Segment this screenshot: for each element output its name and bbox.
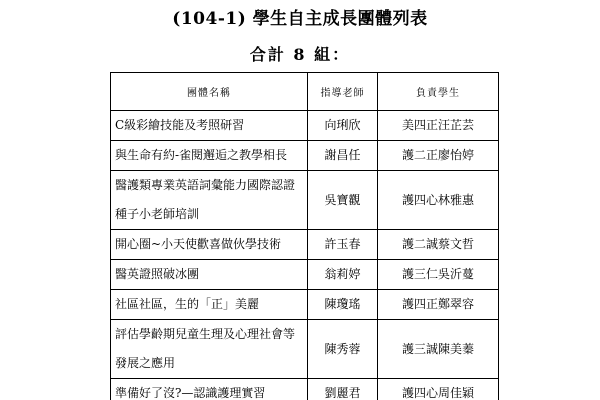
table-row xyxy=(111,171,499,230)
teacher-cell: 向琍欣 xyxy=(308,111,378,141)
student-cell: 護二正廖怡婷 xyxy=(378,141,499,171)
group-name-cell: 醫護類專業英語詞彙能力國際認證種子小老師培訓 xyxy=(111,171,308,230)
table-row xyxy=(111,230,499,260)
table-row xyxy=(111,260,499,290)
table-header-row xyxy=(111,73,499,111)
groups-table xyxy=(110,72,499,400)
group-name-cell: 與生命有約-雀閱邂逅之教學相長 xyxy=(111,141,308,171)
table-row xyxy=(111,290,499,320)
group-name-cell: 準備好了沒?—認識護理實習 xyxy=(111,379,308,400)
student-cell: 護四正鄭翠容 xyxy=(378,290,499,320)
teacher-cell: 劉麗君 xyxy=(308,379,378,400)
student-cell: 護三仁吳沂蔓 xyxy=(378,260,499,290)
group-name-cell: 社區社區，生的「正」美麗 xyxy=(111,290,308,320)
teacher-cell: 陳瓊瑤 xyxy=(308,290,378,320)
student-cell: 護二誠蔡文哲 xyxy=(378,230,499,260)
page-title: (104-1) 學生自主成長團體列表 xyxy=(172,9,428,29)
header-teacher: 指導老師 xyxy=(308,73,378,111)
teacher-cell: 謝昌任 xyxy=(308,141,378,171)
student-cell: 護四心林雅惠 xyxy=(378,171,499,230)
teacher-cell: 翁莉婷 xyxy=(308,260,378,290)
student-cell: 護三誠陳美蓁 xyxy=(378,320,499,379)
group-count-heading: 合計 8 組： xyxy=(249,45,351,64)
table-row xyxy=(111,111,499,141)
teacher-cell: 陳秀蓉 xyxy=(308,320,378,379)
teacher-cell: 許玉春 xyxy=(308,230,378,260)
group-name-cell: 醫英證照破冰團 xyxy=(111,260,308,290)
table-row xyxy=(111,379,499,400)
header-group-name: 團體名稱 xyxy=(111,73,308,111)
student-cell: 美四正汪芷芸 xyxy=(378,111,499,141)
teacher-cell: 吳寶觀 xyxy=(308,171,378,230)
group-name-cell: C級彩繪技能及考照研習 xyxy=(111,111,308,141)
header-student: 負責學生 xyxy=(378,73,499,111)
group-name-cell: 評估學齡期兒童生理及心理社會等發展之應用 xyxy=(111,320,308,379)
table-row xyxy=(111,320,499,379)
group-name-cell: 開心圈~小天使歡喜做伙學技術 xyxy=(111,230,308,260)
student-cell: 護四心周佳穎 xyxy=(378,379,499,400)
table-row xyxy=(111,141,499,171)
